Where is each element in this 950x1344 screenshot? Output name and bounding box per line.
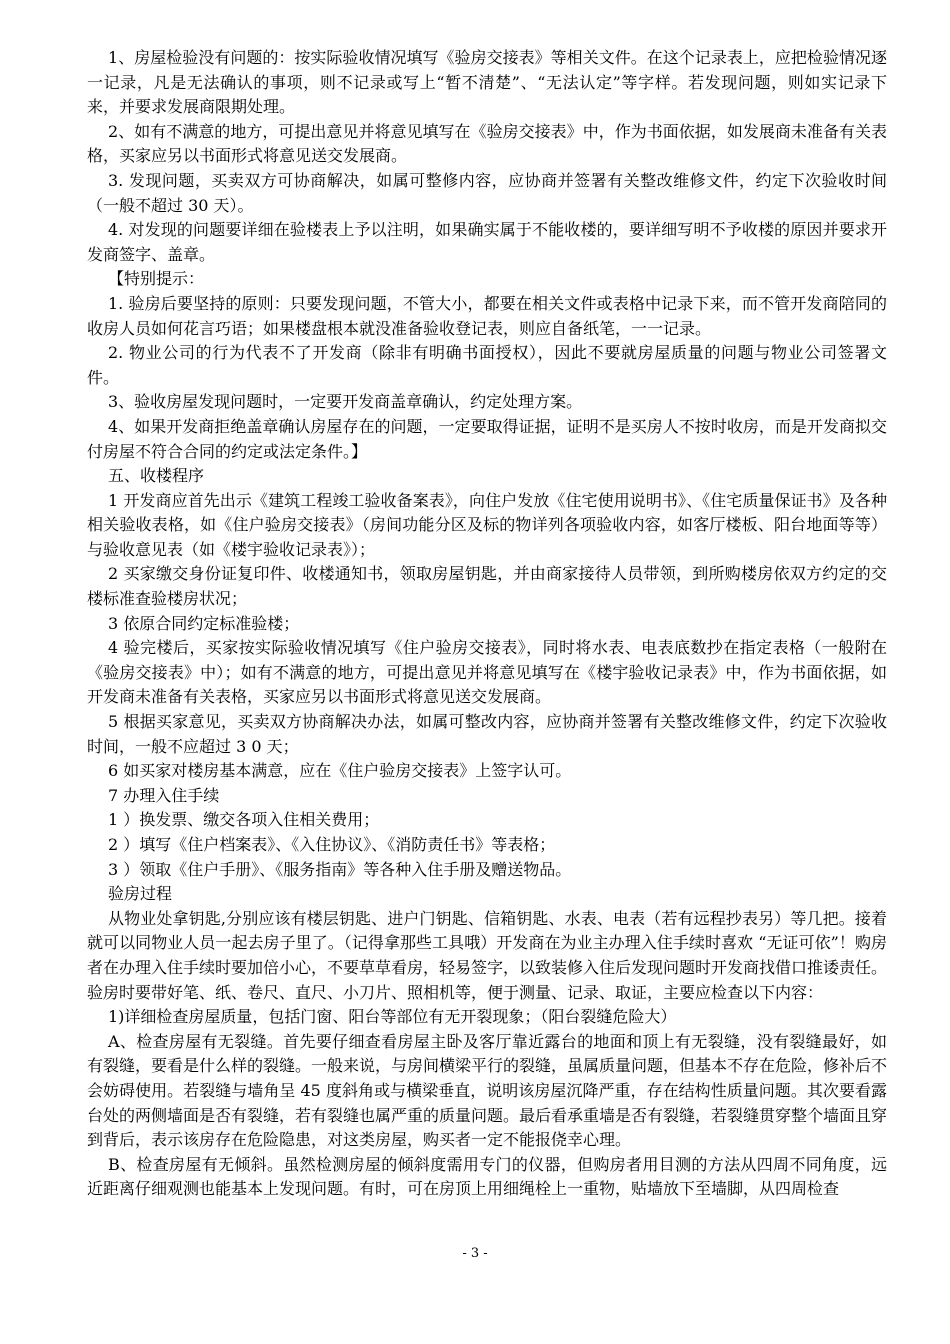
paragraph: 7 办理入住手续 [108,785,220,805]
paragraph: 4 验完楼后，买家按实际验收情况填写《住户验房交接表》，同时将水表、电表底数抄在指定表格（一般附在《验房交接表》中）；如有不满意的地方，可提出意见并将意见填写在《楼宇验收记录表》中，作为书面依据，如开发商未准备有关表格，买家应另以书面形式将意见送交发展商。 [87,638,887,707]
paragraph: 1、房屋检验没有问题的：按实际验收情况填写《验房交接表》等相关文件。在这个记录表上，应把检验情况逐一记录，凡是无法确认的事项，则不记录或写上“暂不清楚”、“无法认定”等字样。若发现问题，则如实记录下来，并要求发展商限期处理。 [87,48,887,117]
paragraph: 3、验收房屋发现问题时，一定要开发商盖章确认，约定处理方案。 [108,392,583,412]
list-item: 1 ）换发票、缴交各项入住相关费用； [108,810,380,830]
paragraph: A、检查房屋有无裂缝。首先要仔细查看房屋主卧及客厅靠近露台的地面和顶上有无裂缝，没有裂缝最好，如有裂缝，要看是什么样的裂缝。一般来说，与房间横梁平行的裂缝，虽属质量问题，但基本不存在危险，修补后不会妨碍使用。若裂缝与墙角呈 45 度斜角或与横梁垂直，说明该房屋沉降严重，存在结构性质量问题。其次要看露台处的两侧墙面是否有裂缝，若有裂缝也属严重的质量问题。最后看承重墙是否有裂缝，若裂缝贯穿整个墙面且穿到背后，表示该房存在危险隐患，对这类房屋，购买者一定不能报侥幸心理。 [87,1031,888,1150]
paragraph: 1)详细检查房屋质量，包括门窗、阳台等部位有无开裂现象；（阳台裂缝危险大） [108,1007,677,1027]
paragraph: 3. 发现问题，买卖双方可协商解决，如属可整修内容，应协商并签署有关整改维修文件，约定下次验收时间（一般不超过 30 天）。 [87,170,887,215]
paragraph: 2 买家缴交身份证复印件、收楼通知书，领取房屋钥匙，并由商家接待人员带领，到所购楼房依双方约定的交楼标准查验楼房状况； [87,564,887,609]
paragraph: 1. 验房后要坚持的原则：只要发现问题，不管大小，都要在相关文件或表格中记录下来，而不管开发商陪同的收房人员如何花言巧语；如果楼盘根本就没准备验收登记表，则应自备纸笔，一一记录。 [87,293,887,338]
paragraph: B、检查房屋有无倾斜。虽然检测房屋的倾斜度需用专门的仪器，但购房者用目测的方法从四周不同角度，远近距离仔细观测也能基本上发现问题。有时，可在房顶上用细绳栓上一重物，贴墙放下至墙脚，从四周检查 [87,1154,887,1199]
paragraph: 1 开发商应首先出示《建筑工程竣工验收备案表》，向住户发放《住宅使用说明书》、《住宅质量保证书》及各种相关验收表格，如《住户验房交接表》（房间功能分区及标的物详列各项验收内容，如客厅楼板、阳台地面等等）与验收意见表（如《楼宇验收记录表》）； [87,490,887,559]
paragraph: 4、如果开发商拒绝盖章确认房屋存在的问题，一定要取得证据，证明不是买房人不按时收房，而是开发商拟交付房屋不符合合同的约定或法定条件。】 [87,416,887,461]
paragraph: 5 根据买家意见，买卖双方协商解决办法，如属可整改内容，应协商并签署有关整改维修文件，约定下次验收时间，一般不应超过 3 0 天； [87,712,887,756]
paragraph: 【特别提示： [108,269,205,289]
paragraph: 2. 物业公司的行为代表不了开发商（除非有明确书面授权），因此不要就房屋质量的问题与物业公司签署文件。 [87,343,887,387]
section-heading: 五、收楼程序 [108,466,205,486]
paragraph: 从物业处拿钥匙,分别应该有楼层钥匙、进户门钥匙、信箱钥匙、水表、电表（若有远程抄表另）等几把。接着就可以同物业人员一起去房子里了。（记得拿那些工具哦）开发商在为业主办理入住手续时喜欢 “无证可依”！购房者在办理入住手续时要加倍小心，不要草草看房，轻易签字，以致装修入住后发现问题时开发商找借口推诿责任。验房时要带好笔、纸、卷尺、直尺、小刀片、照相机等，便于测量、记录、取证，主要应检查以下内容： [87,908,888,1002]
document-body [87,46,887,1202]
list-item: 2 ）填写《住户档案表》、《入住协议》、《消防责任书》等表格； [108,835,556,854]
section-heading: 验房过程 [108,884,173,904]
list-item: 3 ）领取《住户手册》、《服务指南》等各种入住手册及赠送物品。 [108,859,572,879]
paragraph: 6 如买家对楼房基本满意，应在《住户验房交接表》上签字认可。 [108,761,572,781]
paragraph: 4. 对发现的问题要详细在验楼表上予以注明，如果确实属于不能收楼的，要详细写明不予收楼的原因并要求开发商签字、盖章。 [87,220,887,264]
page-number: - 3 - [462,1246,488,1261]
paragraph: 2、如有不满意的地方，可提出意见并将意见填写在《验房交接表》中，作为书面依据，如发展商未准备有关表格，买家应另以书面形式将意见送交发展商。 [87,121,887,166]
paragraph: 3 依原合同约定标准验楼； [108,613,300,633]
